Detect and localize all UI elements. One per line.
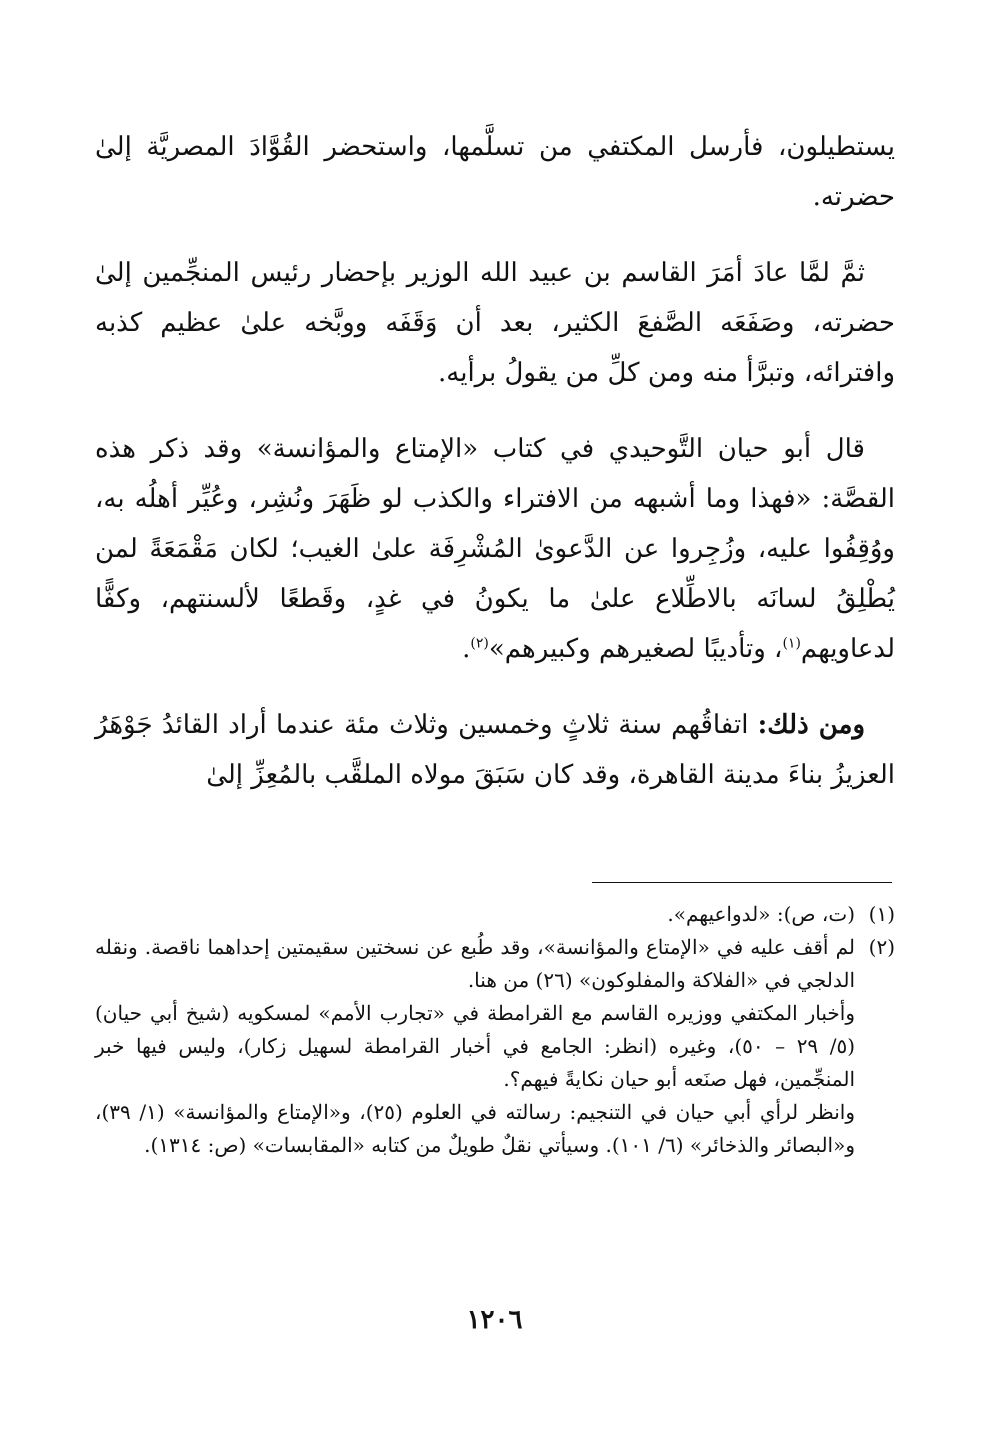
page-number: ١٢٠٦: [466, 1305, 523, 1335]
footnote-separator: [592, 882, 892, 883]
footnote-2-body: [95, 931, 855, 1162]
paragraph-1: يستطيلون، فأرسل المكتفي من تسلَّمها، واستحضر القُوَّادَ المصريَّة إلىٰ حضرته.: [95, 132, 895, 212]
footnote-1-text: (ت، ص): «لدواعيهم».: [667, 902, 855, 926]
footnotes: [95, 898, 895, 1162]
paragraph-3-text: قال أبو حيان التَّوحيدي في كتاب «الإمتاع والمؤانسة» وقد ذكر هذه القصَّة: «فهذا وما أشبهه من الافتراء والكذب لو ظَهَرَ ونُشِر، وعُيِّر أهلُه به، ووُقِفُوا عليه، وزُجِروا عن الدَّعوىٰ المُشْرِفَة علىٰ الغيب؛ لكان مَقْمَعَةً لمن يُطْلِقُ لسانَه بالاطِّلاع علىٰ ما يكونُ في غدٍ، وقَطعًا لألسنتهم، وكفًّا لدعاويهم: [95, 434, 895, 664]
footnote-2-paragraph-3: وانظر لرأي أبي حيان في التنجيم: رسالته في العلوم (٢٥)، و«الإمتاع والمؤانسة» (١/ ٣٩)، و«البصائر والذخائر» (٦/ ١٠١). وسيأتي نقلٌ طويلٌ من كتابه «المقابسات» (ص: ١٣١٤).: [95, 1100, 855, 1157]
paragraph-4-text: اتفاقُهم سنة ثلاثٍ وخمسين وثلاث مئة عندما أراد القائدُ جَوْهَرُ العزيزُ بناءَ مدينة القاهرة، وقد كان سَبَقَ مولاه الملقَّب بالمُعِزِّ إلىٰ: [95, 710, 895, 790]
main-text: [95, 122, 895, 800]
paragraph-3: [95, 424, 895, 674]
footnote-ref-2: (٢): [470, 635, 489, 652]
footnote-ref-1: (١): [782, 635, 801, 652]
footnote-2-paragraph-2: وأخبار المكتفي ووزيره القاسم مع القرامطة في «تجارب الأمم» لمسكويه (شيخ أبي حيان) (٥/ ٢٩ – ٥٠)، وغيره (انظر: الجامع في أخبار القرامطة لسهيل زكار)، وليس فيها خبر المنجِّمين، فهل صنَعه أبو حيان نكايةً فيهم؟.: [95, 1001, 855, 1091]
paragraph-3-continuation: ، وتأديبًا لصغيرهم وكبيرهم»: [488, 634, 783, 664]
paragraph-4: [95, 700, 895, 800]
paragraph-2: ثمَّ لمَّا عادَ أمَرَ القاسم بن عبيد الله الوزير بإحضار رئيس المنجِّمين إلىٰ حضرته، وصَفَعَه الصَّفعَ الكثير، بعد أن وَقَفَه ووبَّخه علىٰ عظيم كذبه وافترائه، وتبرَّأ منه ومن كلِّ من يقولُ برأيه.: [95, 258, 895, 388]
footnote-2: [95, 931, 895, 1162]
paragraph-3-end: .: [462, 634, 471, 664]
footnote-1-body: [95, 898, 855, 931]
paragraph-4-lead: ومن ذلك:: [757, 710, 865, 740]
footnote-1: [95, 898, 895, 931]
footnote-1-number: (١): [868, 902, 895, 926]
footnote-2-paragraph-1: لم أقف عليه في «الإمتاع والمؤانسة»، وقد طُبع عن نسختين سقيمتين إحداهما ناقصة. ونقله الدلجي في «الفلاكة والمفلوكون» (٢٦) من هنا.: [95, 935, 855, 992]
footnote-2-number: (٢): [868, 935, 895, 959]
